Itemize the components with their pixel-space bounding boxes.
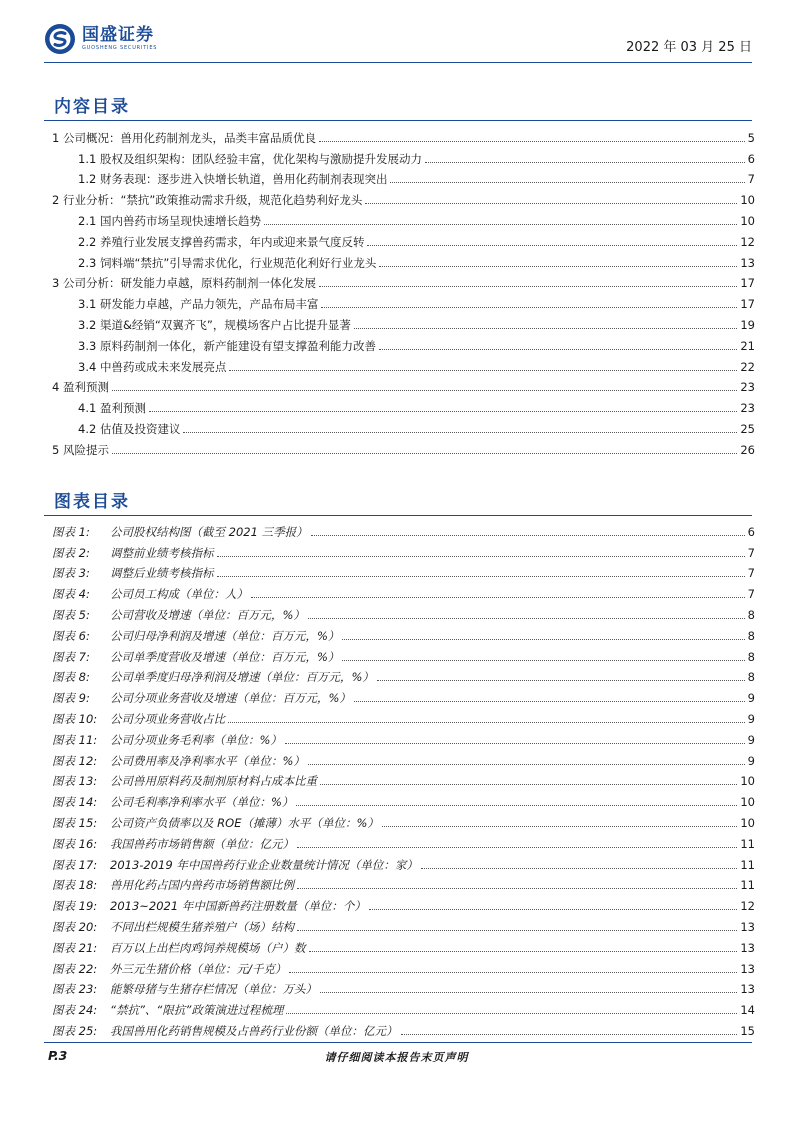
figure-entry-label: 图表 5:: [52, 607, 90, 622]
dot-leader: [297, 930, 737, 931]
logo-name-cn: 国盛证券: [82, 25, 154, 45]
figure-entry[interactable]: [52, 853, 755, 874]
figure-entry-label: 图表 2:: [52, 545, 90, 560]
toc-entry[interactable]: [52, 209, 755, 230]
figure-entry-page: 13: [740, 982, 755, 997]
dot-leader: [369, 909, 738, 910]
dot-leader: [308, 618, 745, 619]
figure-entry-title: 公司营收及增速（单位：百万元，%）: [110, 607, 305, 622]
figure-entry[interactable]: [52, 686, 755, 707]
toc-entry-page: 23: [740, 380, 755, 395]
figure-entry-title: 公司单季度归母净利润及增速（单位：百万元，%）: [110, 670, 374, 685]
figure-entry-label: 图表 17:: [52, 857, 98, 872]
dot-leader: [228, 722, 745, 723]
toc-entry[interactable]: [52, 272, 755, 293]
footer-divider: [44, 1042, 752, 1043]
figure-entry-page: 11: [740, 836, 755, 851]
dot-leader: [297, 888, 737, 889]
figure-entry-page: 9: [747, 732, 755, 747]
dot-leader: [217, 556, 745, 557]
figure-entry-label: 图表 6:: [52, 628, 90, 643]
dot-leader: [390, 182, 744, 183]
figure-entry-page: 9: [747, 753, 755, 768]
figure-entry[interactable]: [52, 749, 755, 770]
dot-leader: [425, 162, 745, 163]
figure-entry-title: 公司分项业务毛利率（单位：%）: [110, 732, 282, 747]
toc-entry[interactable]: [52, 355, 755, 376]
figure-entry-title: 公司费用率及净利率水平（单位：%）: [110, 753, 305, 768]
figure-entry-page: 8: [747, 607, 755, 622]
figure-entry-label: 图表 13:: [52, 774, 98, 789]
toc-heading: 内容目录: [54, 97, 130, 117]
logo-name-en: GUOSHENG SECURITIES: [82, 45, 158, 51]
toc-entry[interactable]: [52, 313, 755, 334]
toc-entry-page: 19: [740, 317, 755, 332]
dot-leader: [309, 951, 738, 952]
dot-leader: [289, 972, 737, 973]
toc-entry-page: 10: [740, 193, 755, 208]
toc-entry-title: 4.1 盈利预测: [78, 401, 146, 416]
figure-entry-label: 图表 12:: [52, 753, 98, 768]
figure-entry-page: 13: [740, 940, 755, 955]
figure-entry-title: 公司单季度营收及增速（单位：百万元，%）: [110, 649, 340, 664]
figure-entry-label: 图表 21:: [52, 940, 98, 955]
figure-entry[interactable]: [52, 790, 755, 811]
figure-entry-page: 11: [740, 878, 755, 893]
figure-entry-title: 公司分项业务营收占比: [110, 711, 225, 726]
figure-entry[interactable]: [52, 666, 755, 687]
figure-entry[interactable]: [52, 562, 755, 583]
dot-leader: [319, 141, 745, 142]
figure-entry-label: 图表 25:: [52, 1023, 98, 1038]
toc-entry[interactable]: [52, 438, 755, 459]
figure-entry-page: 8: [747, 628, 755, 643]
toc-entry-title: 3 公司分析：研发能力卓越，原料药制剂一体化发展: [52, 276, 316, 291]
figure-entry-title: 我国兽用化药销售规模及占兽药行业份额（单位：亿元）: [110, 1023, 398, 1038]
figure-entry-page: 9: [747, 711, 755, 726]
toc-entry-title: 2 行业分析：“禁抗”政策推动需求升级，规范化趋势利好龙头: [52, 193, 363, 208]
toc-entry[interactable]: [52, 376, 755, 397]
figure-entry-title: 公司股权结构图（截至 2021 三季报）: [110, 524, 308, 539]
figure-entry[interactable]: [52, 770, 755, 791]
figures-heading-divider: [44, 515, 752, 516]
dot-leader: [112, 453, 737, 454]
figure-entry[interactable]: [52, 894, 755, 915]
dot-leader: [342, 660, 744, 661]
figure-entry-page: 10: [740, 774, 755, 789]
figure-entry-title: 不同出栏规模生猪养殖户（场）结构: [110, 919, 294, 934]
figure-entry-label: 图表 22:: [52, 961, 98, 976]
figure-entry-title: 公司兽用原料药及制剂原材料占成本比重: [110, 774, 317, 789]
figure-entry-title: 公司毛利率净利率水平（单位：%）: [110, 795, 294, 810]
dot-leader: [149, 411, 737, 412]
dot-leader: [251, 597, 745, 598]
toc-entry-page: 22: [740, 359, 755, 374]
figure-entry[interactable]: [52, 728, 755, 749]
dot-leader: [264, 224, 737, 225]
toc-entry[interactable]: [52, 168, 755, 189]
dot-leader: [354, 328, 738, 329]
dot-leader: [320, 992, 737, 993]
figure-entry[interactable]: [52, 874, 755, 895]
toc-entry-title: 2.2 养殖行业发展支撑兽药需求，年内或迎来景气度反转: [78, 234, 365, 249]
figure-entry-label: 图表 9:: [52, 691, 90, 706]
figure-entry[interactable]: [52, 707, 755, 728]
toc-entry-page: 12: [740, 234, 755, 249]
toc-entry-title: 3.1 研发能力卓越，产品力领先，产品布局丰富: [78, 297, 319, 312]
figure-entry-title: 公司员工构成（单位：人）: [110, 587, 248, 602]
figure-entry-page: 10: [740, 795, 755, 810]
toc-entry[interactable]: [52, 417, 755, 438]
toc-entry[interactable]: [52, 396, 755, 417]
figure-entry-title: 公司资产负债率以及 ROE（摊薄）水平（单位：%）: [110, 815, 379, 830]
figure-entry-page: 7: [747, 545, 755, 560]
dot-leader: [321, 307, 737, 308]
toc-entry-page: 25: [740, 421, 755, 436]
dot-leader: [379, 266, 737, 267]
figure-entry-page: 13: [740, 919, 755, 934]
figure-entry-page: 6: [747, 524, 755, 539]
figure-entry[interactable]: [52, 603, 755, 624]
figure-entry[interactable]: [52, 998, 755, 1019]
toc-entry-title: 3.2 渠道&经销“双翼齐飞”，规模场客户占比提升显著: [78, 317, 351, 332]
dot-leader: [377, 680, 745, 681]
figure-entry-label: 图表 8:: [52, 670, 90, 685]
toc-heading-divider: [44, 120, 752, 121]
toc-list: [52, 126, 755, 459]
figure-entry-page: 10: [740, 815, 755, 830]
toc-entry-page: 21: [740, 338, 755, 353]
figure-entry-title: 2013~2021 年中国新兽药注册数量（单位：个）: [110, 899, 366, 914]
figure-entry-label: 图表 18:: [52, 878, 98, 893]
toc-entry-page: 7: [747, 172, 755, 187]
toc-entry-title: 1.1 股权及组织架构：团队经验丰富，优化架构与激励提升发展动力: [78, 151, 422, 166]
toc-entry-page: 10: [740, 213, 755, 228]
dot-leader: [379, 349, 737, 350]
figure-entry-label: 图表 7:: [52, 649, 90, 664]
figure-entry-label: 图表 4:: [52, 587, 90, 602]
toc-entry[interactable]: [52, 147, 755, 168]
toc-entry-title: 1 公司概况：兽用化药制剂龙头，品类丰富品质优良: [52, 130, 316, 145]
figure-entry-label: 图表 3:: [52, 566, 90, 581]
dot-leader: [342, 639, 744, 640]
figure-entry[interactable]: [52, 978, 755, 999]
company-logo: [44, 22, 157, 56]
figure-entry-page: 15: [740, 1023, 755, 1038]
figure-entry[interactable]: [52, 936, 755, 957]
figure-entry[interactable]: [52, 957, 755, 978]
figure-entry-title: “禁抗”、“限抗”政策演进过程梳理: [110, 1003, 284, 1018]
figure-entry-page: 14: [740, 1003, 755, 1018]
figure-entry-label: 图表 1:: [52, 524, 90, 539]
figure-entry[interactable]: [52, 1019, 755, 1040]
figure-entry-label: 图表 23:: [52, 982, 98, 997]
toc-entry-title: 4 盈利预测: [52, 380, 109, 395]
toc-entry[interactable]: [52, 334, 755, 355]
figure-entry[interactable]: [52, 582, 755, 603]
toc-entry[interactable]: [52, 188, 755, 209]
figure-entry-page: 8: [747, 670, 755, 685]
toc-entry-title: 2.1 国内兽药市场呈现快速增长趋势: [78, 213, 261, 228]
dot-leader: [421, 868, 738, 869]
dot-leader: [311, 535, 745, 536]
toc-entry[interactable]: [52, 230, 755, 251]
toc-entry-page: 17: [740, 297, 755, 312]
figure-entry-page: 12: [740, 899, 755, 914]
figure-entry-label: 图表 15:: [52, 815, 98, 830]
figures-list: [52, 520, 755, 1040]
figure-entry[interactable]: [52, 541, 755, 562]
dot-leader: [354, 701, 745, 702]
report-date: 2022 年 03 月 25 日: [626, 40, 752, 55]
figure-entry-title: 能繁母猪与生猪存栏情况（单位：万头）: [110, 982, 317, 997]
figure-entry-label: 图表 19:: [52, 899, 98, 914]
dot-leader: [112, 390, 737, 391]
figure-entry-page: 8: [747, 649, 755, 664]
page-header: [0, 0, 793, 64]
dot-leader: [286, 1013, 737, 1014]
dot-leader: [401, 1034, 738, 1035]
figure-entry[interactable]: [52, 520, 755, 541]
figure-entry-label: 图表 20:: [52, 919, 98, 934]
dot-leader: [367, 245, 737, 246]
figure-entry-title: 2013-2019 年中国兽药行业企业数量统计情况（单位：家）: [110, 857, 418, 872]
toc-entry[interactable]: [52, 126, 755, 147]
dot-leader: [308, 764, 745, 765]
figure-entry[interactable]: [52, 645, 755, 666]
dot-leader: [365, 203, 737, 204]
figure-entry-page: 7: [747, 566, 755, 581]
figure-entry-label: 图表 10:: [52, 711, 98, 726]
toc-entry-page: 17: [740, 276, 755, 291]
disclaimer-note: 请仔细阅读本报告末页声明: [324, 1051, 469, 1064]
toc-entry-page: 13: [740, 255, 755, 270]
dot-leader: [183, 432, 737, 433]
dot-leader: [297, 847, 737, 848]
figure-entry-title: 我国兽药市场销售额（单位：亿元）: [110, 836, 294, 851]
toc-entry-title: 1.2 财务表现：逐步进入快增长轨道，兽用化药制剂表现突出: [78, 172, 388, 187]
figure-entry-title: 调整前业绩考核指标: [110, 545, 214, 560]
figure-entry-title: 兽用化药占国内兽药市场销售额比例: [110, 878, 294, 893]
toc-entry-title: 5 风险提示: [52, 442, 109, 457]
figure-entry-page: 11: [740, 857, 755, 872]
figure-entry-page: 13: [740, 961, 755, 976]
dot-leader: [320, 784, 737, 785]
figure-entry[interactable]: [52, 811, 755, 832]
figure-entry[interactable]: [52, 624, 755, 645]
toc-entry-page: 26: [740, 442, 755, 457]
figures-heading: 图表目录: [54, 492, 130, 512]
figure-entry-label: 图表 24:: [52, 1003, 98, 1018]
dot-leader: [217, 576, 745, 577]
toc-entry-page: 23: [740, 401, 755, 416]
figure-entry-label: 图表 14:: [52, 795, 98, 810]
toc-entry-page: 5: [747, 130, 755, 145]
figure-entry-page: 7: [747, 587, 755, 602]
header-divider: [44, 62, 752, 63]
dot-leader: [319, 286, 737, 287]
toc-entry[interactable]: [52, 292, 755, 313]
page-number: P.3: [48, 1048, 68, 1063]
dot-leader: [296, 805, 737, 806]
figure-entry-label: 图表 16:: [52, 836, 98, 851]
toc-entry-page: 6: [747, 151, 755, 166]
figure-entry-title: 调整后业绩考核指标: [110, 566, 214, 581]
figure-entry-title: 公司归母净利润及增速（单位：百万元，%）: [110, 628, 340, 643]
dot-leader: [382, 826, 737, 827]
toc-entry-title: 2.3 饲料端“禁抗”引导需求优化，行业规范化利好行业龙头: [78, 255, 377, 270]
toc-entry-title: 4.2 估值及投资建议: [78, 421, 181, 436]
figure-entry-title: 外三元生猪价格（单位：元/千克）: [110, 961, 287, 976]
toc-entry[interactable]: [52, 251, 755, 272]
dot-leader: [285, 743, 745, 744]
figure-entry-title: 公司分项业务营收及增速（单位：百万元，%）: [110, 691, 351, 706]
figure-entry-page: 9: [747, 691, 755, 706]
toc-entry-title: 3.4 中兽药或成未来发展亮点: [78, 359, 227, 374]
figure-entry-label: 图表 11:: [52, 732, 98, 747]
toc-entry-title: 3.3 原料药制剂一体化，新产能建设有望支撑盈利能力改善: [78, 338, 376, 353]
figure-entry-title: 百万以上出栏肉鸡饲养规模场（户）数: [110, 940, 306, 955]
guosheng-logo-icon: [44, 23, 76, 55]
figure-entry[interactable]: [52, 832, 755, 853]
figure-entry[interactable]: [52, 915, 755, 936]
dot-leader: [229, 370, 737, 371]
